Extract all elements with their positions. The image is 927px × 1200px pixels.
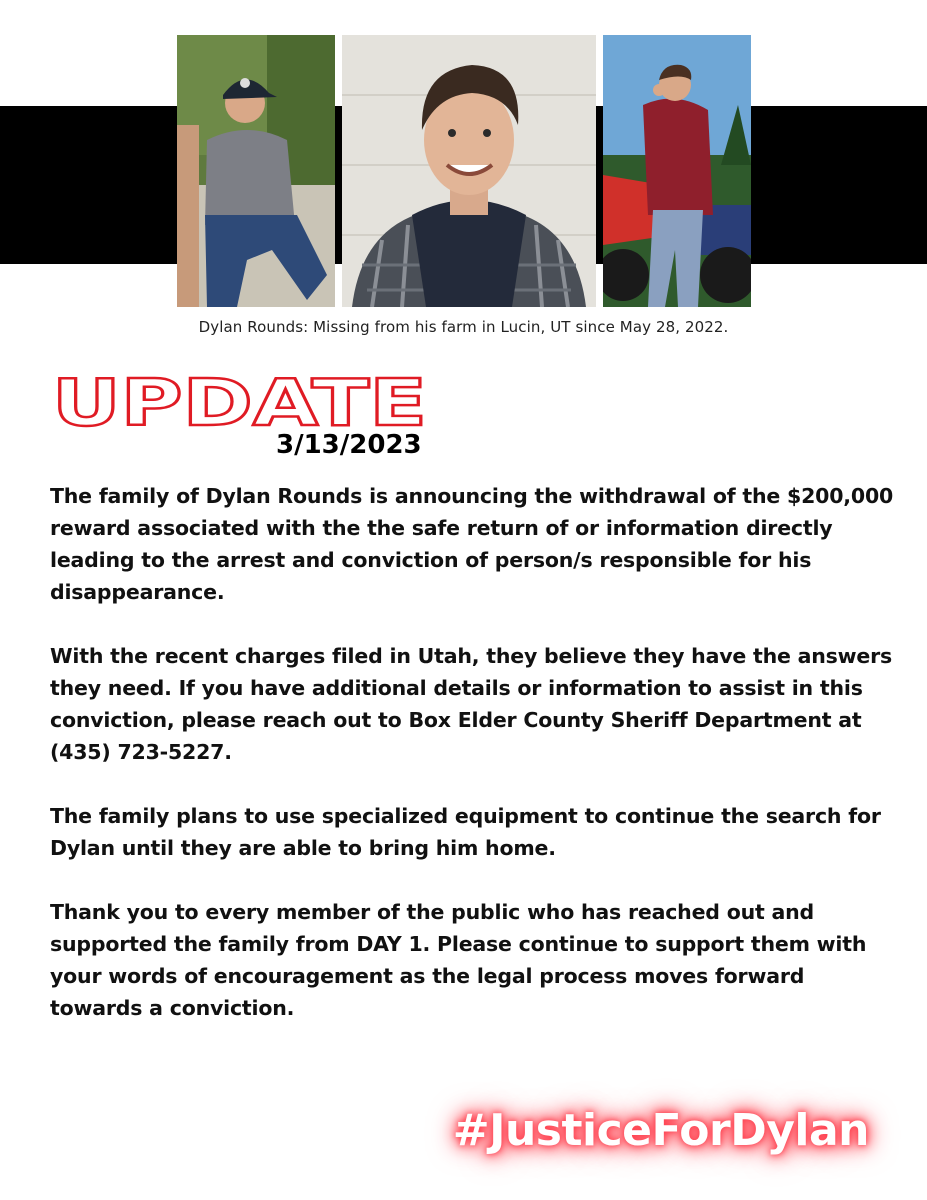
update-heading [50, 370, 440, 432]
announcement-body [50, 480, 900, 1056]
photo-dylan-portrait [342, 35, 596, 307]
update-heading-text: UPDATE [52, 370, 427, 432]
update-date: 3/13/2023 [276, 430, 422, 460]
paragraph-search-plans: The family plans to use specialized equipment to continue the search for Dylan until they are able to bring him home. [50, 804, 881, 860]
paragraph-charges-contact: With the recent charges filed in Utah, they believe they have the answers they need. If you have additional details or information to assist in this conviction, please reach out to Box Elder County Sheriff Department at (435) 723-5227. [50, 644, 893, 764]
paragraph-thank-you: Thank you to every member of the public who has reached out and supported the family from DAY 1. Please continue to support them with your words of encouragement as the legal process moves forward towards a conviction. [50, 900, 867, 1020]
photo-dylan-dirtbike [603, 35, 751, 307]
photo-dylan-cap [177, 35, 335, 307]
photo-caption: Dylan Rounds: Missing from his farm in Lucin, UT since May 28, 2022. [198, 318, 729, 336]
paragraph-reward-withdrawal: The family of Dylan Rounds is announcing the withdrawal of the $200,000 reward associated with the the safe return of or information directly leading to the arrest and conviction of person/s responsible for his disappearance. [50, 484, 894, 604]
hashtag-justice-for-dylan: #JusticeForDylan [452, 1105, 869, 1156]
